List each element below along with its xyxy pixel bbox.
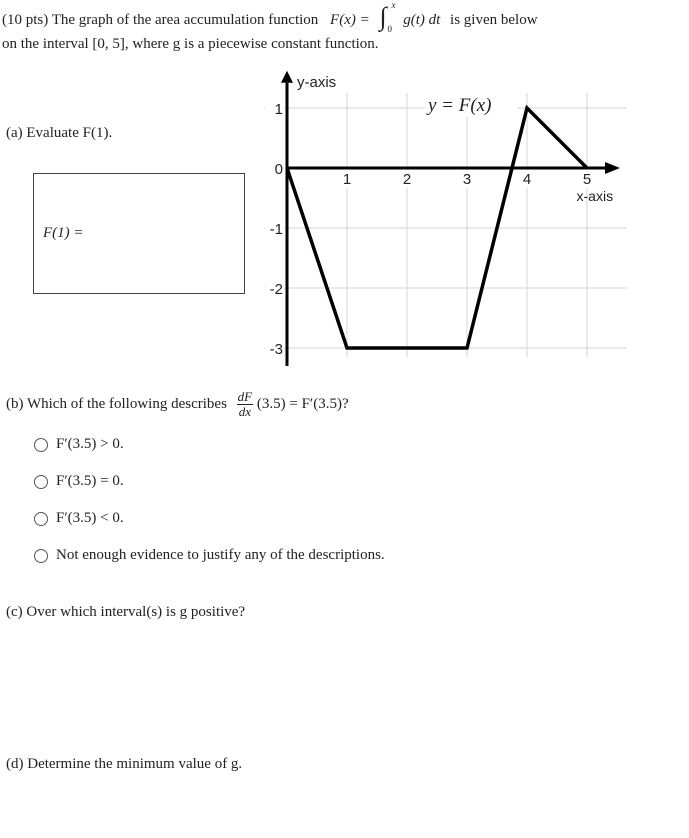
graph-title: y = F(x) — [428, 95, 492, 116]
answer-label-a: F(1) = — [43, 225, 84, 241]
y-tick-label: 1 — [274, 101, 283, 118]
deriv-denominator: dx — [238, 404, 252, 419]
derivative-fraction — [237, 390, 253, 419]
x-tick-label: 4 — [522, 171, 532, 188]
part-b-suffix: (3.5) = F′(3.5)? — [256, 395, 349, 412]
x-axis-label: x-axis — [576, 188, 614, 204]
y-tick-label: -3 — [269, 341, 283, 358]
radio-button[interactable] — [34, 475, 48, 489]
radio-button[interactable] — [34, 512, 48, 526]
intro-text-b: is given below — [450, 12, 538, 28]
x-axis-arrow — [605, 162, 620, 174]
intro-line2: on the interval [0, 5], where g is a piecewise constant function. — [2, 36, 379, 52]
series — [287, 93, 587, 348]
intro-integrand: g(t) dt — [403, 12, 441, 28]
y-tick-label: 0 — [274, 161, 283, 178]
y-tick-label: -1 — [269, 221, 283, 238]
integral-lower: 0 — [387, 24, 392, 34]
part-a-prompt: (a) Evaluate F(1). — [6, 125, 113, 141]
y-tick-label: -2 — [269, 281, 283, 298]
radio-button[interactable] — [34, 438, 48, 452]
integral-upper: x — [391, 0, 396, 10]
radio-button[interactable] — [34, 549, 48, 563]
intro-text-a: (10 pts) The graph of the area accumulation function — [2, 12, 319, 28]
part-b-prompt — [6, 390, 349, 419]
x-tick-label: 5 — [582, 171, 592, 188]
grid — [264, 93, 627, 357]
option-1-label: F′(3.5) > 0. — [56, 436, 124, 452]
x-tick-label: 2 — [402, 171, 412, 188]
deriv-numerator: dF — [237, 389, 253, 404]
integral-sign: ∫ x 0 — [379, 0, 396, 34]
y-axis-arrow — [281, 71, 293, 83]
x-tick-label: 1 — [342, 171, 352, 188]
intro-fx: F(x) = — [330, 12, 370, 28]
part-c-prompt: (c) Over which interval(s) is g positive? — [6, 604, 246, 620]
part-d-prompt: (d) Determine the minimum value of g. — [6, 756, 243, 772]
y-axis-label: y-axis — [297, 74, 337, 91]
part-b-prefix: (b) Which of the following describes — [6, 395, 227, 412]
x-tick-label: 3 — [462, 171, 472, 188]
option-2-label: F′(3.5) = 0. — [56, 473, 124, 489]
option-3-label: F′(3.5) < 0. — [56, 510, 124, 526]
option-4-label: Not enough evidence to justify any of the descriptions. — [56, 547, 385, 563]
